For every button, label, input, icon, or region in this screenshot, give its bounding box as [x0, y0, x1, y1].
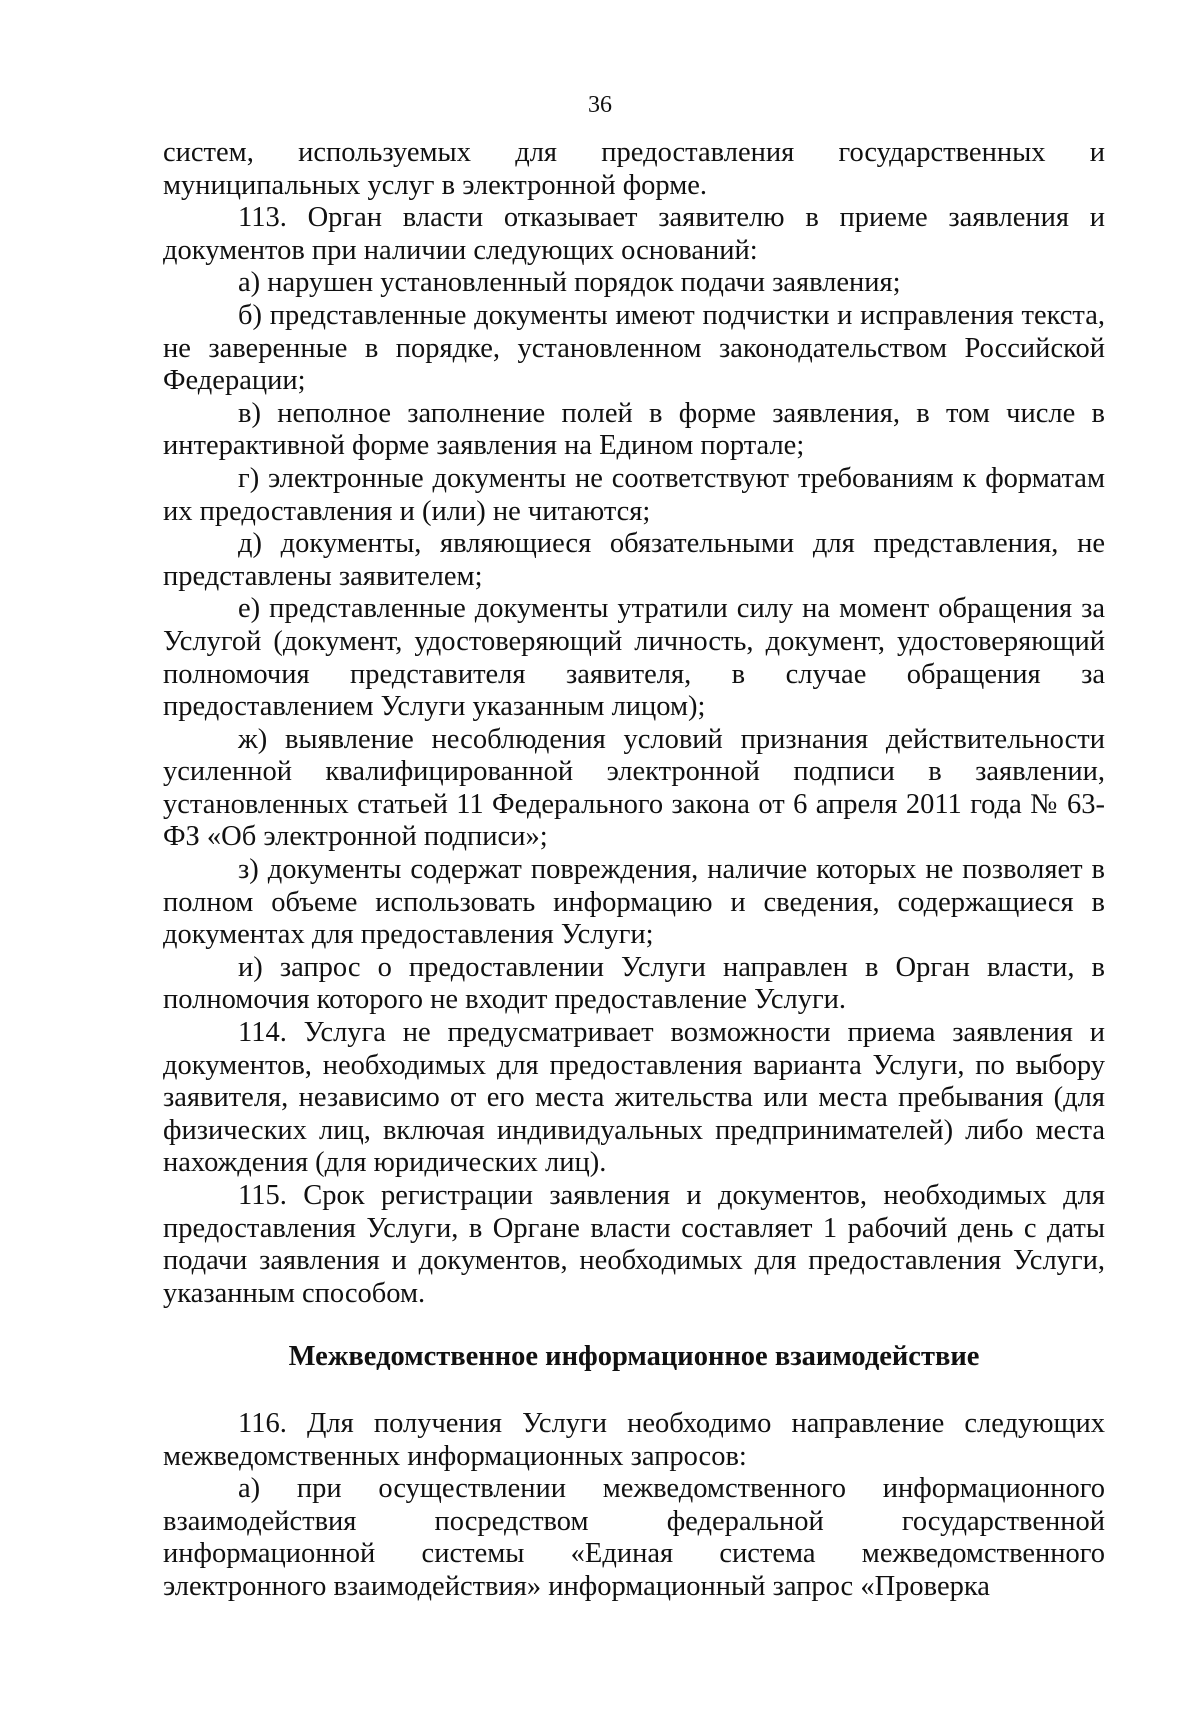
paragraph-116: 116. Для получения Услуги необходимо направление следующих межведомственных информационных запросов:: [163, 1407, 1105, 1472]
page-number: 36: [588, 92, 612, 118]
list-item-a: а) нарушен установленный порядок подачи заявления;: [238, 267, 901, 299]
list-item-e: е) представленные документы утратили силу на момент обращения за Услугой (документ, удостоверяющий личность, документ, удостоверяющий полномочия представителя заявителя, в случае обращения за предоставлением Услуги указанным лицом);: [163, 593, 1105, 723]
paragraph-114: 114. Услуга не предусматривает возможности приема заявления и документов, необходимых для предоставления варианта Услуги, по выбору заявителя, независимо от его места жительства или места пребывания (для физических лиц, включая индивидуальных предпринимателей) либо места нахождения (для юридических лиц).: [163, 1017, 1105, 1179]
section-heading: Межведомственное информационное взаимодействие: [288, 1341, 980, 1373]
paragraph-115: 115. Срок регистрации заявления и документов, необходимых для предоставления Услуги, в Органе власти составляет 1 рабочий день с даты подачи заявления и документов, необходимых для предоставления Услуги, указанным способом.: [163, 1180, 1105, 1309]
list-item-v: в) неполное заполнение полей в форме заявления, в том числе в интерактивной форме заявления на Едином портале;: [163, 397, 1105, 462]
document-body: [163, 137, 1105, 1604]
list-item-a-116: а) при осуществлении межведомственного информационного взаимодействия посредством федеральной государственной информационной системы «Единая система межведомственного электронного взаимодействия» информационный запрос «Проверка: [163, 1473, 1105, 1602]
list-item-zh: ж) выявление несоблюдения условий признания действительности усиленной квалифицированной электронной подписи в заявлении, установленных статьей 11 Федерального закона от 6 апреля 2011 года № 63-ФЗ «Об электронной подписи»;: [163, 723, 1105, 853]
paragraph-continuation: систем, используемых для предоставления государственных и муниципальных услуг в электронной форме.: [163, 137, 1105, 201]
list-item-d: д) документы, являющиеся обязательными для представления, не представлены заявителем;: [163, 528, 1105, 592]
list-item-b: б) представленные документы имеют подчистки и исправления текста, не заверенные в порядке, установленном законодательством Российской Федерации;: [163, 299, 1105, 397]
list-item-g: г) электронные документы не соответствуют требованиям к форматам их предоставления и (или) не читаются;: [163, 462, 1105, 527]
list-item-z: з) документы содержат повреждения, наличие которых не позволяет в полном объеме использовать информацию и сведения, содержащиеся в документах для предоставления Услуги;: [163, 854, 1105, 951]
list-item-i: и) запрос о предоставлении Услуги направлен в Орган власти, в полномочия которого не входит предоставление Услуги.: [163, 951, 1105, 1016]
paragraph-113: 113. Орган власти отказывает заявителю в приеме заявления и документов при наличии следующих оснований:: [163, 202, 1105, 266]
